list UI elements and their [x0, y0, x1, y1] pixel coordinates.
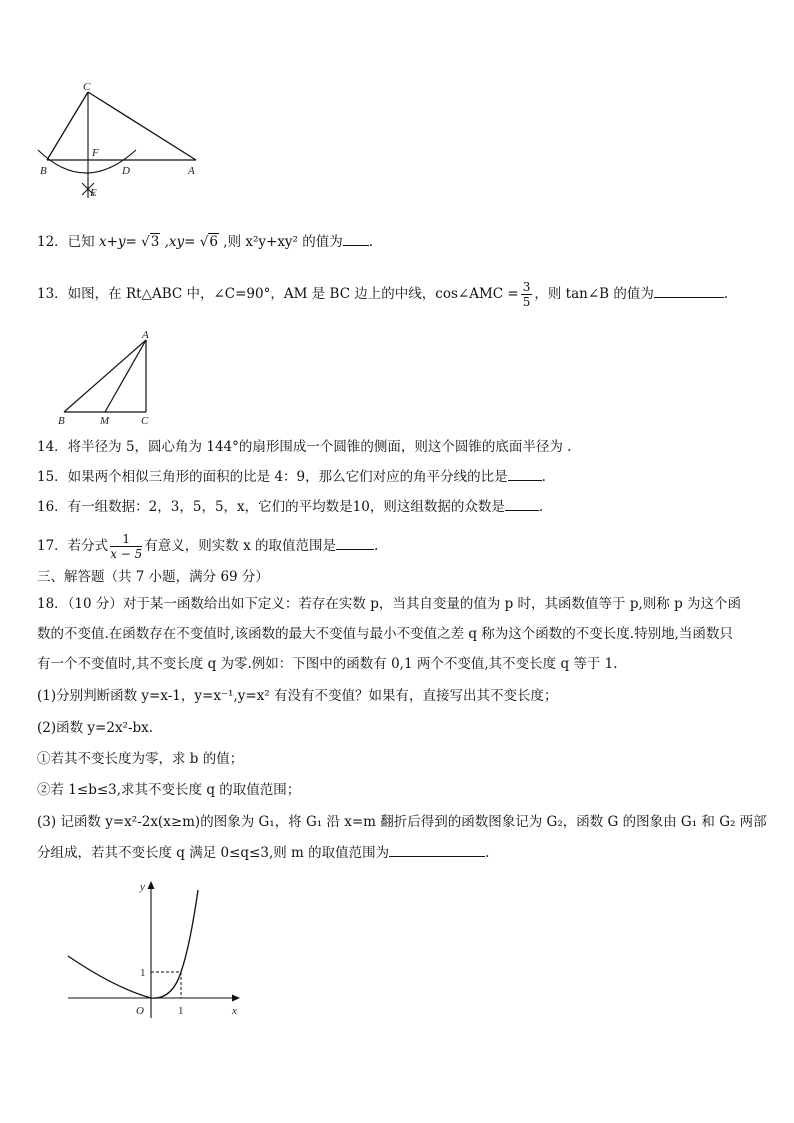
label-a: A	[142, 330, 149, 341]
q12-sqrt1: 3	[150, 234, 160, 250]
label-b: B	[58, 415, 65, 427]
q18-l3: 有一个不变值时,其不变长度 q 为零.例如：下图中的函数有 0,1 两个不变值,其不变长度 q 等于 1.	[37, 656, 618, 672]
figure-right-triangle-abc	[52, 330, 162, 430]
figure-function-graph	[60, 876, 250, 1026]
section-text: 三、解答题（共 7 小题，满分 69 分）	[37, 569, 269, 585]
q18-l7: ②若 1≤b≤3,求其不变长度 q 的取值范围；	[37, 782, 301, 798]
label-c: C	[141, 415, 149, 427]
answer-blank[interactable]	[343, 233, 369, 246]
function-curve	[68, 890, 198, 998]
q13-fraction	[521, 280, 533, 309]
figure-triangle-abc-construction	[30, 78, 210, 208]
label-m: M	[100, 415, 110, 427]
segment-am	[105, 340, 146, 412]
question-18-line2	[37, 618, 733, 650]
q16-end: .	[538, 499, 544, 515]
q18-l2: 数的不变值.在函数存在不变值时,该函数的最大不变值与最小不变值之差 q 称为这个函数的不变长度.特别地,当函数只	[37, 626, 733, 642]
q18-l6: ①若其不变长度为零，求 b 的值；	[37, 751, 244, 767]
question-13	[37, 280, 728, 309]
question-18-line3	[37, 648, 618, 680]
question-15	[37, 467, 546, 487]
label-b: B	[40, 165, 47, 177]
label-y-one: 1	[140, 967, 146, 979]
q12-text2: ,xy=	[160, 234, 200, 250]
q12-sqrt2: 6	[209, 234, 218, 250]
q13-text2: ，则 tan∠B 的值为	[534, 286, 654, 302]
question-12: 12．已知 x+y= √3 ,xy= √6 ,则 x²y+xy² 的值为 .	[37, 234, 374, 250]
question-18-line1	[37, 588, 741, 620]
q18-l4: (1)分别判断函数 y=x-1，y=x⁻¹,y=x² 有没有不变值？如果有，直接写出其不变长度；	[37, 688, 558, 704]
question-18-line5	[37, 712, 153, 744]
q18-l5: (2)函数 y=2x²-bx.	[37, 720, 154, 736]
q14-text: 14．将半径为 5，圆心角为 144°的扇形围成一个圆锥的侧面，则这个圆锥的底面半径为 .	[37, 439, 572, 455]
q13-text1: 13．如图，在 Rt△ABC 中，∠C=90°，AM 是 BC 边上的中线，cos∠AMC =	[37, 286, 519, 302]
q17-end: .	[373, 538, 379, 554]
q18-l9: 分组成，若其不变长度 q 满足 0≤q≤3,则 m 的取值范围为	[37, 845, 390, 861]
question-17	[37, 532, 378, 561]
q15-end: .	[541, 469, 546, 485]
q13-num: 3	[522, 280, 531, 294]
q18-l1: 18．（10 分）对于某一函数给出如下定义：若存在实数 p，当其自变量的值为 p 时，其函数值等于 p,则称 p 为这个函	[37, 596, 742, 612]
q17-den: x − 5	[110, 547, 143, 561]
segment-cb	[47, 92, 88, 160]
segment-ca	[88, 92, 196, 160]
label-e: E	[90, 187, 97, 199]
q15-text: 15．如果两个相似三角形的面积的比是 4：9，那么它们对应的角平分线的比是	[37, 469, 508, 485]
label-origin: O	[136, 1005, 144, 1017]
answer-blank[interactable]	[505, 498, 539, 511]
answer-blank[interactable]	[336, 537, 374, 550]
q17-text2: 有意义，则实数 x 的取值范围是	[144, 538, 336, 554]
x-axis-arrow-icon	[232, 995, 240, 1002]
question-18-line4	[37, 680, 558, 712]
label-f: F	[92, 147, 99, 159]
answer-blank[interactable]	[508, 468, 542, 481]
label-x-axis: x	[232, 1005, 237, 1017]
q17-num: 1	[110, 532, 142, 547]
answer-blank[interactable]	[654, 285, 724, 298]
q13-den: 5	[522, 295, 531, 309]
q18-l9-end: .	[485, 845, 490, 861]
q17-fraction	[110, 532, 142, 561]
answer-blank[interactable]	[389, 844, 485, 857]
label-c: C	[83, 81, 91, 93]
question-18-line8	[37, 806, 767, 838]
label-d: D	[122, 165, 130, 177]
section-heading	[37, 567, 269, 587]
label-x-one: 1	[178, 1005, 184, 1017]
y-axis-arrow-icon	[148, 881, 155, 889]
q16-text: 16．有一组数据：2，3，5，5，x，它们的平均数是10，则这组数据的众数是	[37, 499, 505, 515]
q18-l8: (3) 记函数 y=x²-2x(x≥m)的图象为 G₁，将 G₁ 沿 x=m 翻折后得到的函数图象记为 G₂，函数 G 的图象由 G₁ 和 G₂ 两部	[37, 814, 767, 830]
segment-ab	[64, 340, 146, 412]
question-18-line6	[37, 743, 243, 775]
q13-end: .	[723, 286, 729, 302]
q17-text1: 17．若分式	[37, 538, 109, 554]
q12-text1: x+y=	[94, 234, 142, 250]
label-a: A	[188, 165, 195, 177]
question-18-line7	[37, 774, 300, 806]
question-14	[37, 437, 571, 457]
q12-text3: ,则 x²y+xy² 的值为	[218, 234, 343, 250]
question-16	[37, 497, 543, 517]
question-18-line9	[37, 837, 489, 869]
q12-end: .	[368, 234, 374, 250]
q12-prefix: 12．已知	[37, 234, 95, 250]
label-y-axis: y	[140, 881, 145, 893]
